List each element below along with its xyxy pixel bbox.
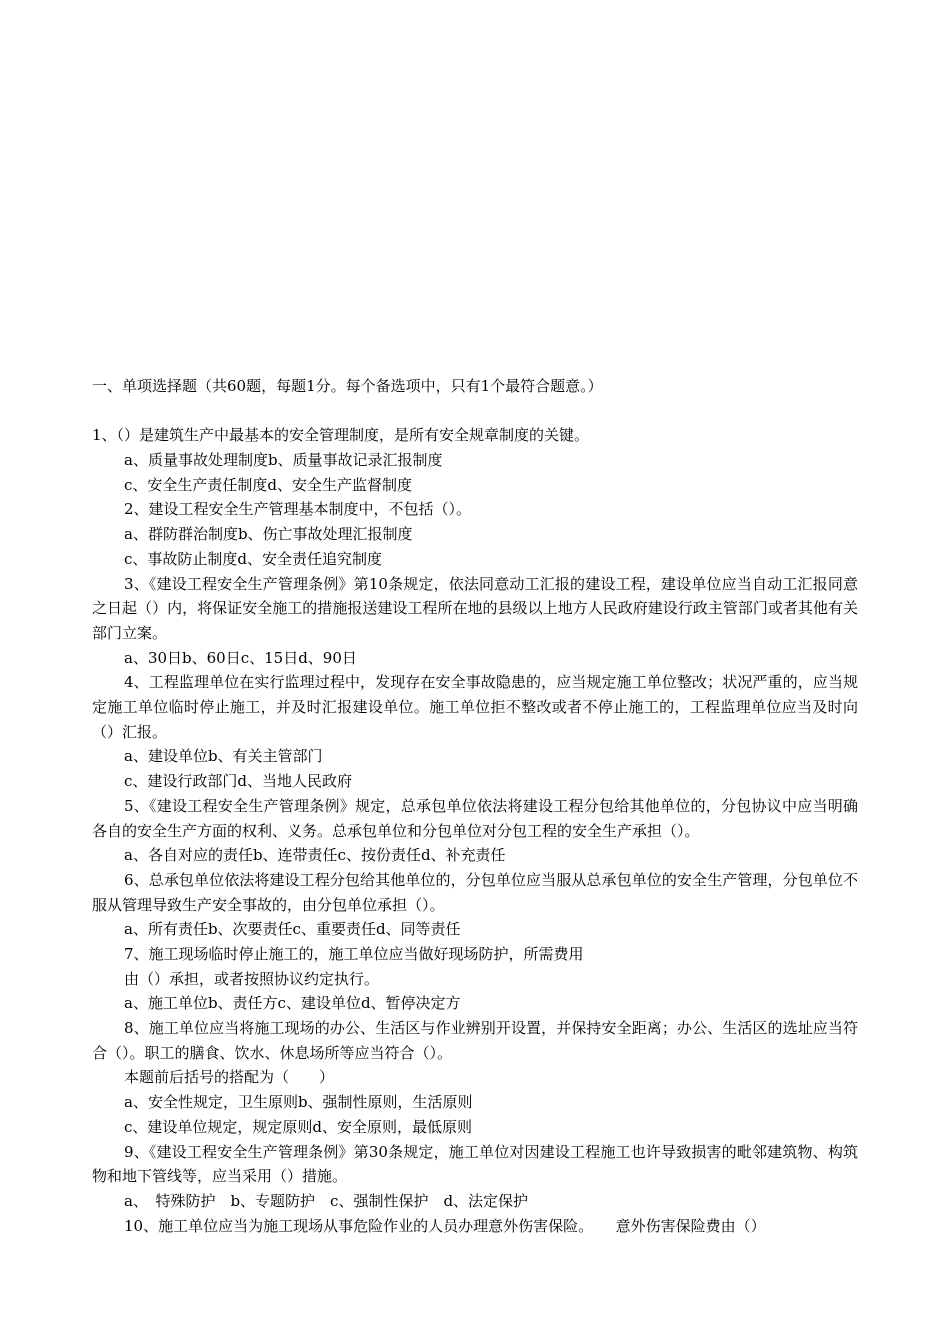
question-4-option-line: c、建设行政部门d、当地人民政府: [124, 772, 353, 791]
question-2-option-line: a、群防群治制度b、伤亡事故处理汇报制度: [124, 525, 413, 544]
question-8-stem: 8、施工单位应当将施工现场的办公、生活区与作业辨别开设置，并保持安全距离；办公、生活区的选址应当符合（）。职工的膳食、饮水、休息场所等应当符合（）。: [92, 1019, 858, 1062]
question-7-stem-line1: 7、施工现场临时停止施工的，施工单位应当做好现场防护，所需费用: [124, 944, 584, 963]
question-1-stem: 1、（）是建筑生产中最基本的安全管理制度，是所有安全规章制度的关键。: [92, 426, 590, 445]
document-page: [92, 374, 858, 1238]
question-5-stem: 5、《建设工程安全生产管理条例》规定，总承包单位依法将建设工程分包给其他单位的，分包协议中应当明确各自的安全生产方面的权利、义务。总承包单位和分包单位对分包工程的安全生产承担（）。: [92, 796, 858, 840]
question-10-stem: 10、施工单位应当为施工现场从事危险作业的人员办理意外伤害保险。 意外伤害保险费由（）: [124, 1216, 766, 1235]
question-2-stem: 2、建设工程安全生产管理基本制度中，不包括（）。: [124, 500, 472, 519]
question-4-option-line: a、建设单位b、有关主管部门: [124, 747, 323, 766]
question-8-sub-prompt: 本题前后括号的搭配为（ ）: [124, 1068, 335, 1087]
question-6-option-line: a、所有责任b、次要责任c、重要责任d、同等责任: [124, 920, 461, 939]
question-7-stem-line2: 由（）承担，或者按照协议约定执行。: [124, 969, 380, 988]
question-4-stem: 4、工程监理单位在实行监理过程中，发现存在安全事故隐患的，应当规定施工单位整改；状况严重的，应当规定施工单位临时停止施工，并及时汇报建设单位。施工单位拒不整改或者不停止施工的，工程监理单位应当及时向（）汇报。: [92, 673, 858, 741]
question-3-stem: 3、《建设工程安全生产管理条例》第10条规定，依法同意动工汇报的建设工程，建设单位应当自动工汇报同意之日起（）内，将保证安全施工的措施报送建设工程所在地的县级以上地方人民政府建设行政主管部门或者其他有关部门立案。: [92, 574, 858, 642]
question-1-option-line: c、安全生产责任制度d、安全生产监督制度: [124, 475, 413, 494]
question-6-stem: 6、总承包单位依法将建设工程分包给其他单位的，分包单位应当服从总承包单位的安全生产管理，分包单位不服从管理导致生产安全事故的，由分包单位承担（）。: [92, 870, 858, 914]
question-9-option-line: a、 特殊防护 b、专题防护 c、强制性保护 d、法定保护: [124, 1191, 529, 1210]
question-1-option-line: a、质量事故处理制度b、质量事故记录汇报制度: [124, 451, 443, 470]
section-header: 一、单项选择题（共60题，每题1分。每个备选项中，只有1个最符合题意。）: [92, 377, 603, 395]
blank-line: [92, 399, 858, 424]
question-2-option-line: c、事故防止制度d、安全责任追究制度: [124, 549, 383, 568]
question-8-option-line: c、建设单位规定，规定原则d、安全原则，最低原则: [124, 1117, 473, 1136]
question-7-option-line: a、施工单位b、责任方c、建设单位d、暂停决定方: [124, 994, 461, 1013]
question-9-stem: 9、《建设工程安全生产管理条例》第30条规定，施工单位对因建设工程施工也许导致损害的毗邻建筑物、构筑物和地下管线等，应当采用（）措施。: [92, 1142, 858, 1186]
question-5-option-line: a、各自对应的责任b、连带责任c、按份责任d、补充责任: [124, 846, 506, 865]
question-8-option-line: a、安全性规定，卫生原则b、强制性原则，生活原则: [124, 1093, 473, 1112]
question-3-option-line: a、30日b、60日c、15日d、90日: [124, 648, 357, 667]
